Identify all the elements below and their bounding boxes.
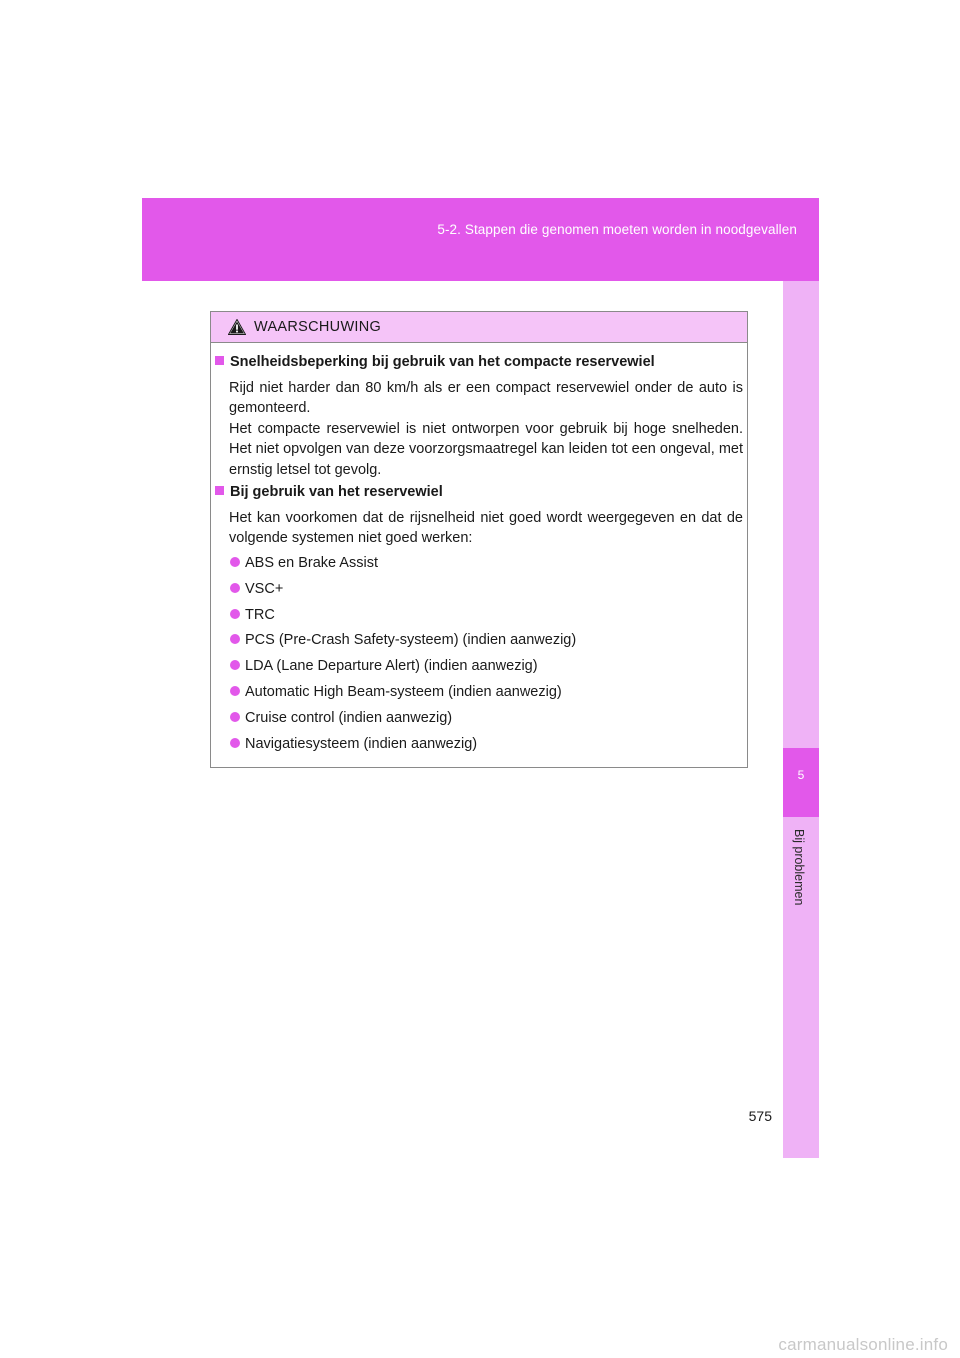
- warning-header: [211, 312, 747, 343]
- warning-title: WAARSCHUWING: [254, 319, 382, 335]
- watermark: carmanualsonline.info: [778, 1335, 948, 1354]
- square-bullet-icon: [215, 356, 224, 365]
- section-heading: Snelheidsbeperking bij gebruik van het compacte reservewiel: [215, 354, 655, 370]
- list-item: LDA (Lane Departure Alert) (indien aanwezig): [230, 658, 538, 674]
- list-item: Automatic High Beam-systeem (indien aanwezig): [230, 684, 562, 700]
- square-bullet-icon: [215, 486, 224, 495]
- list-item: ABS en Brake Assist: [230, 555, 378, 571]
- list-item: VSC+: [230, 581, 283, 597]
- warning-box: [210, 311, 748, 768]
- dot-bullet-icon: [230, 609, 240, 619]
- section-body: [229, 508, 743, 549]
- list-item: TRC: [230, 607, 275, 623]
- section-body: [229, 378, 743, 480]
- dot-bullet-icon: [230, 583, 240, 593]
- warning-triangle-icon: [228, 319, 246, 335]
- header-band: [142, 198, 819, 281]
- dot-bullet-icon: [230, 686, 240, 696]
- paragraph: Rijd niet harder dan 80 km/h als er een compact reservewiel onder de auto is gemonteerd.: [229, 380, 743, 417]
- chapter-tab-active: [783, 748, 819, 817]
- paragraph: Het kan voorkomen dat de rijsnelheid niet goed wordt weergegeven en dat de volgende systemen niet goed werken:: [229, 510, 743, 547]
- chapter-side-tab: [783, 281, 819, 1158]
- dot-bullet-icon: [230, 660, 240, 670]
- dot-bullet-icon: [230, 712, 240, 722]
- dot-bullet-icon: [230, 634, 240, 644]
- page-number: 575: [748, 1108, 772, 1124]
- dot-bullet-icon: [230, 738, 240, 748]
- paragraph: Het compacte reservewiel is niet ontworpen voor gebruik bij hoge snelheden. Het niet opvolgen van deze voorzorgsmaatregel kan leiden tot een ongeval, met ernstig letsel tot gevolg.: [229, 420, 743, 478]
- chapter-number: 5: [797, 768, 805, 782]
- section-title: 5-2. Stappen die genomen moeten worden in noodgevallen: [437, 222, 797, 237]
- list-item: Cruise control (indien aanwezig): [230, 710, 452, 726]
- section-heading: Bij gebruik van het reservewiel: [215, 484, 443, 500]
- list-item: PCS (Pre-Crash Safety-systeem) (indien aanwezig): [230, 632, 576, 648]
- list-item: Navigatiesysteem (indien aanwezig): [230, 736, 477, 752]
- dot-bullet-icon: [230, 557, 240, 567]
- chapter-label: Bij problemen: [792, 829, 806, 906]
